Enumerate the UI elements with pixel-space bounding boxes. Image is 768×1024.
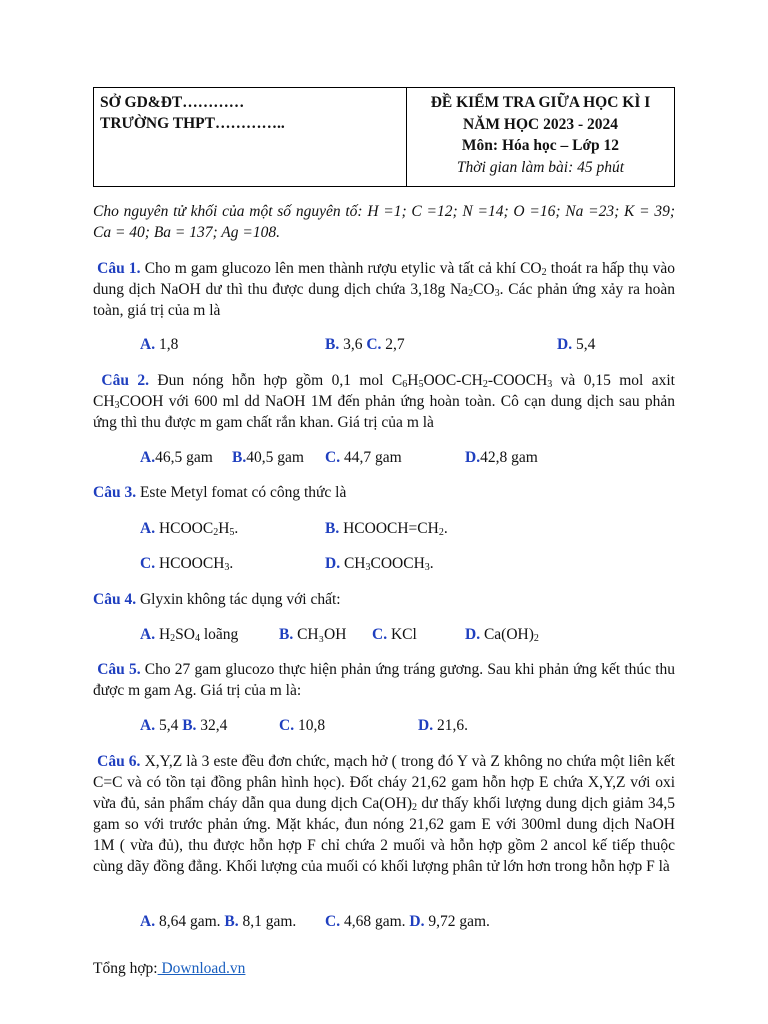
q2-option-b: B.40,5 gam (232, 449, 304, 466)
q2-option-c: C. 44,7 gam (325, 449, 402, 466)
department-line: SỞ GD&ĐT………… (100, 94, 245, 111)
q3-option-c: C. $HCOOCH_3$. (140, 555, 234, 573)
atomic-mass-intro: Cho nguyên tử khối của một số nguyên tố: H =1; C =12; N =14; O =16; Na =23; K = 39; Ca = 40; Ba = 137; Ag =108. (93, 203, 675, 241)
question-1 (93, 258, 675, 321)
q4-option-c: C. KCl (372, 626, 417, 643)
question-4-label: Câu 4. (93, 591, 137, 608)
q3-option-a: A. $HCOOC_2H_5$. (140, 520, 239, 538)
question-3-label: Câu 3. (93, 484, 137, 501)
question-1-label: Câu 1. (97, 260, 141, 277)
header-school-info (94, 88, 407, 187)
question-4-text: Glyxin không tác dụng với chất: (139, 591, 341, 608)
q1-option-d: D. 5,4 (557, 336, 596, 353)
footer-prefix: Tổng hợp: (93, 960, 158, 977)
q3-option-b: B. $HCOOCH=CH_2$. (325, 520, 448, 538)
q2-option-d: D.42,8 gam (465, 449, 538, 466)
question-5-text: Cho 27 gam glucozo thực hiện phản ứng tráng gương. Sau khi phản ứng kết thúc thu được m gam Ag. Giá trị của m là: (93, 661, 675, 699)
question-2-label: Câu 2. (101, 372, 149, 389)
question-6 (93, 751, 675, 877)
q6-option-c-d: C. 4,68 gam. D. 9,72 gam. (325, 913, 490, 930)
q6-option-a-b: A. 8,64 gam. B. 8,1 gam. (140, 913, 297, 930)
exam-title: ĐỀ KIỂM TRA GIỮA HỌC KÌ I (430, 94, 651, 111)
download-link[interactable]: Download.vn (157, 960, 246, 977)
footer (93, 958, 245, 979)
header-exam-info (407, 88, 675, 187)
q4-option-d: D. $Ca(OH)_2$ (465, 626, 539, 644)
exam-header (93, 87, 675, 187)
question-4 (93, 589, 675, 610)
school-year: NĂM HỌC 2023 - 2024 (463, 115, 618, 133)
question-6-text: X,Y,Z là 3 este đều đơn chức, mạch hở ( trong đó Y và Z không no chứa một liên kết C=C và có tồn tại đồng phân hình học). Đốt cháy 21,62 gam hỗn hợp E chứa X,Y,Z với oxi vừa đủ, sản phẩm cháy dẫn qua dung dịch $Ca(OH)_2$ dư thấy khối lượng dung dịch giảm 34,5 gam so với trước phản ứng. Mặt khác, đun nóng 21,62 gam E với 300ml dung dịch NaOH 1M ( vừa đủ), thu được hỗn hợp F chỉ chứa 2 muối và hỗn hợp gồm 2 ancol kế tiếp thuộc cùng dãy đồng đẳng. Khối lượng của muối có khối lượng phân tử lớn hơn trong hỗn hợp F là (93, 753, 675, 875)
question-2-text: Đun nóng hỗn hợp gồm 0,1 mol $C_6H_5OOC-CH_2-COOCH_3$ và 0,15 mol axit $CH_3COOH$ với 600 ml dd NaOH 1M đến phản ứng hoàn toàn. Cô cạn dung dịch sau phản ứng thì thu được m gam chất rắn khan. Giá trị của m là (93, 372, 675, 431)
time-limit: Thời gian làm bài: 45 phút (456, 158, 625, 176)
q4-option-b: B. CH₃OH (279, 626, 347, 643)
q4-option-a: A. $H_2SO_4$ loãng (140, 626, 239, 644)
q5-option-d: D. 21,6. (418, 717, 468, 734)
school-line: TRƯỜNG THPT………….. (100, 115, 285, 132)
question-5 (93, 659, 675, 701)
question-5-label: Câu 5. (97, 661, 141, 678)
q1-option-b-c: B. 3,6 C. 2,7 (325, 336, 405, 353)
question-1-text: Cho m gam glucozo lên men thành rượu etylic và tất cả khí $CO_2$ thoát ra hấp thụ vào dung dịch NaOH dư thì thu được dung dịch chứa 3,18g $Na_2CO_3$. Các phản ứng xảy ra hoàn toàn, giá trị của m là (93, 260, 676, 319)
question-3 (93, 482, 675, 503)
question-3-text: Este Metyl fomat có công thức là (139, 484, 347, 501)
question-2 (93, 370, 675, 433)
subject-line: Môn: Hóa học – Lớp 12 (461, 137, 620, 154)
q3-option-d: D. $CH_3COOCH_3$. (325, 555, 434, 573)
q5-option-c: C. 10,8 (279, 717, 326, 734)
q5-option-a-b: A. 5,4 B. 32,4 (140, 717, 228, 734)
q2-option-a: A.46,5 gam (140, 449, 213, 466)
question-6-label: Câu 6. (97, 753, 141, 770)
q1-option-a: A. 1,8 (140, 336, 179, 353)
